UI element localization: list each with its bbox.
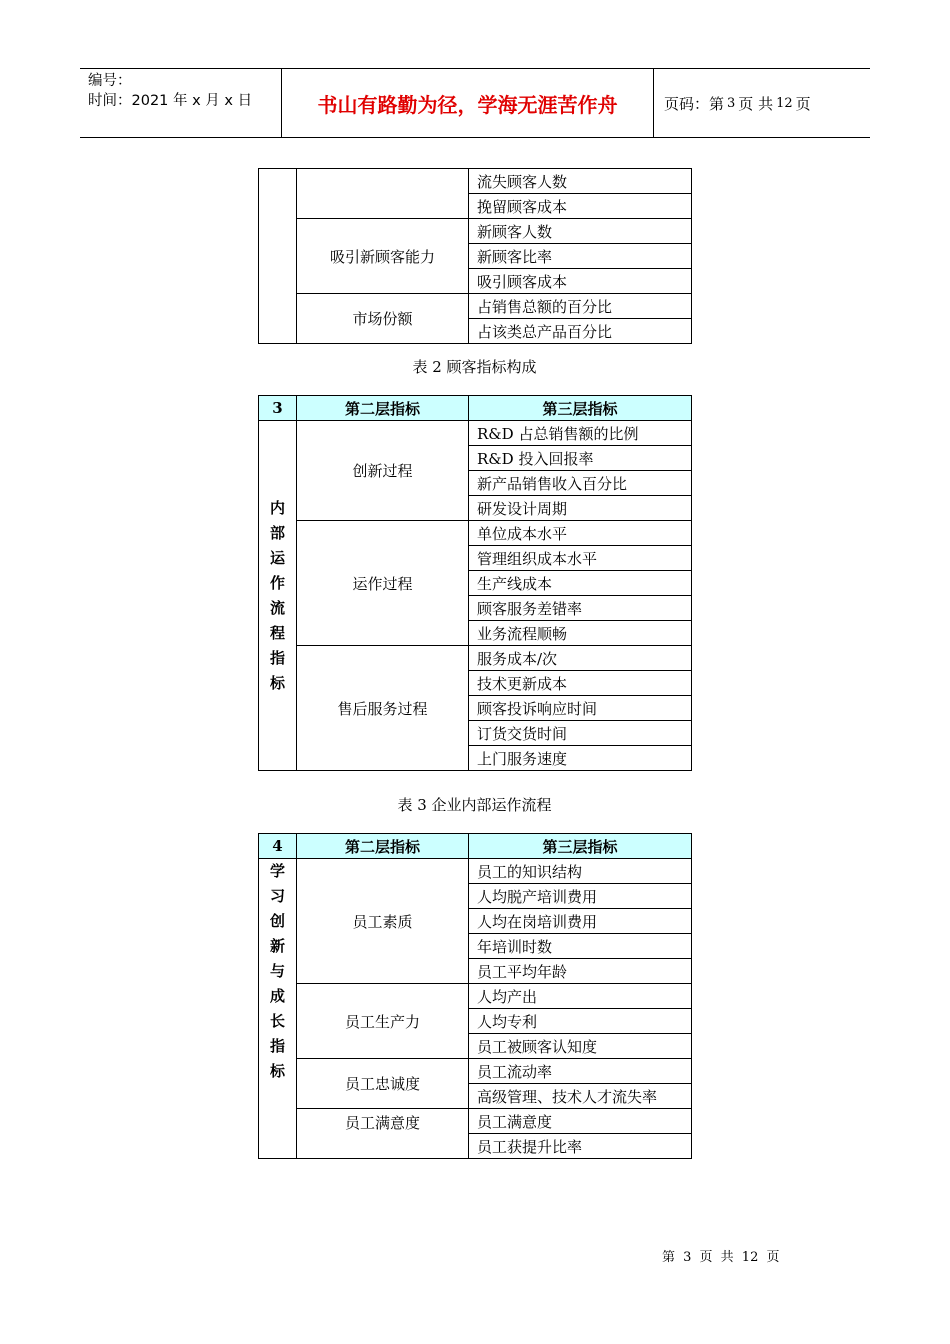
table-row — [259, 219, 692, 244]
code-label: 编号： — [88, 73, 132, 89]
item-cell: 占销售总额的百分比 — [469, 294, 692, 319]
category-char: 成 — [269, 987, 285, 1005]
column-header: 第二层指标 — [297, 834, 469, 859]
item-cell: R&D 占总销售额的比例 — [469, 421, 692, 446]
table-header-row — [259, 396, 692, 421]
table-row — [259, 984, 692, 1009]
group-cell — [297, 169, 469, 219]
time-label: 时间：2021 年 x 月 x 日 — [88, 93, 253, 109]
table-row — [259, 646, 692, 671]
category-char: 作 — [269, 573, 285, 592]
table-header-row — [259, 834, 692, 859]
table-row — [259, 859, 692, 884]
item-cell: 挽留顾客成本 — [469, 194, 692, 219]
item-cell: 人均在岗培训费用 — [469, 909, 692, 934]
table-customer-indicators — [258, 168, 692, 344]
group-cell: 吸引新顾客能力 — [297, 219, 469, 294]
category-char: 部 — [269, 523, 285, 542]
item-cell: 管理组织成本水平 — [469, 546, 692, 571]
page-prefix: 页码：第 — [664, 94, 725, 113]
item-cell: 员工的知识结构 — [469, 859, 692, 884]
item-cell: R&D 投入回报率 — [469, 446, 692, 471]
category-char: 习 — [269, 887, 285, 905]
table-number: 4 — [259, 834, 297, 859]
group-cell: 员工素质 — [297, 859, 469, 984]
column-header: 第三层指标 — [469, 396, 692, 421]
category-char: 运 — [269, 548, 285, 567]
item-cell: 顾客投诉响应时间 — [469, 696, 692, 721]
category-char: 学 — [269, 862, 285, 880]
page-total: 12 — [776, 95, 793, 111]
page-footer: 第 3 页 共 12 页 — [662, 1250, 780, 1265]
item-cell: 生产线成本 — [469, 571, 692, 596]
page-header — [80, 68, 870, 138]
table-row — [259, 521, 692, 546]
item-cell: 员工满意度 — [469, 1109, 692, 1134]
item-cell: 员工获提升比率 — [469, 1134, 692, 1159]
page-suffix: 页 — [795, 94, 811, 113]
category-char: 新 — [269, 937, 285, 955]
group-cell: 员工满意度 — [297, 1109, 469, 1159]
item-cell: 新顾客比率 — [469, 244, 692, 269]
table-caption: 表 2 顾客指标构成 — [412, 358, 537, 376]
item-cell: 流失顾客人数 — [469, 169, 692, 194]
category-char: 长 — [269, 1012, 285, 1030]
item-cell: 人均脱产培训费用 — [469, 884, 692, 909]
item-cell: 年培训时数 — [469, 934, 692, 959]
item-cell: 员工流动率 — [469, 1059, 692, 1084]
item-cell: 员工被顾客认知度 — [469, 1034, 692, 1059]
category-char: 标 — [269, 673, 285, 692]
column-header: 第二层指标 — [297, 396, 469, 421]
item-cell: 技术更新成本 — [469, 671, 692, 696]
group-cell: 市场份额 — [297, 294, 469, 344]
item-cell: 上门服务速度 — [469, 746, 692, 771]
item-cell: 单位成本水平 — [469, 521, 692, 546]
table-caption: 表 3 企业内部运作流程 — [397, 796, 552, 814]
item-cell: 新顾客人数 — [469, 219, 692, 244]
category-cell — [259, 421, 297, 771]
item-cell: 顾客服务差错率 — [469, 596, 692, 621]
table-row — [259, 421, 692, 446]
category-char: 创 — [269, 912, 285, 930]
item-cell: 订货交货时间 — [469, 721, 692, 746]
header-meta — [80, 69, 281, 137]
table-internal-process — [258, 395, 692, 771]
page-mid: 页 共 — [738, 94, 774, 113]
page-current: 3 — [727, 95, 736, 111]
category-char: 指 — [269, 648, 285, 667]
category-char: 程 — [269, 623, 285, 642]
category-char: 流 — [269, 598, 285, 617]
group-cell: 运作过程 — [297, 521, 469, 646]
item-cell: 业务流程顺畅 — [469, 621, 692, 646]
group-cell: 创新过程 — [297, 421, 469, 521]
category-char: 指 — [269, 1037, 285, 1055]
group-cell: 售后服务过程 — [297, 646, 469, 771]
item-cell: 占该类总产品百分比 — [469, 319, 692, 344]
header-page-number — [654, 69, 870, 137]
table-row — [259, 1059, 692, 1084]
category-char: 标 — [269, 1062, 285, 1080]
item-cell: 服务成本/次 — [469, 646, 692, 671]
group-cell: 员工生产力 — [297, 984, 469, 1059]
category-char: 与 — [269, 962, 285, 980]
item-cell: 吸引顾客成本 — [469, 269, 692, 294]
item-cell: 人均产出 — [469, 984, 692, 1009]
item-cell: 高级管理、技术人才流失率 — [469, 1084, 692, 1109]
header-motto: 书山有路勤为径，学海无涯苦作舟 — [281, 69, 654, 137]
item-cell: 员工平均年龄 — [469, 959, 692, 984]
table-number: 3 — [259, 396, 297, 421]
category-cell — [259, 859, 297, 1159]
column-header: 第三层指标 — [469, 834, 692, 859]
item-cell: 新产品销售收入百分比 — [469, 471, 692, 496]
item-cell: 人均专利 — [469, 1009, 692, 1034]
table-row — [259, 294, 692, 319]
table-row — [259, 1109, 692, 1134]
table-learning-growth — [258, 833, 692, 1159]
category-char: 内 — [269, 498, 285, 517]
category-cell — [259, 169, 297, 344]
group-cell: 员工忠诚度 — [297, 1059, 469, 1109]
item-cell: 研发设计周期 — [469, 496, 692, 521]
table-row — [259, 169, 692, 194]
